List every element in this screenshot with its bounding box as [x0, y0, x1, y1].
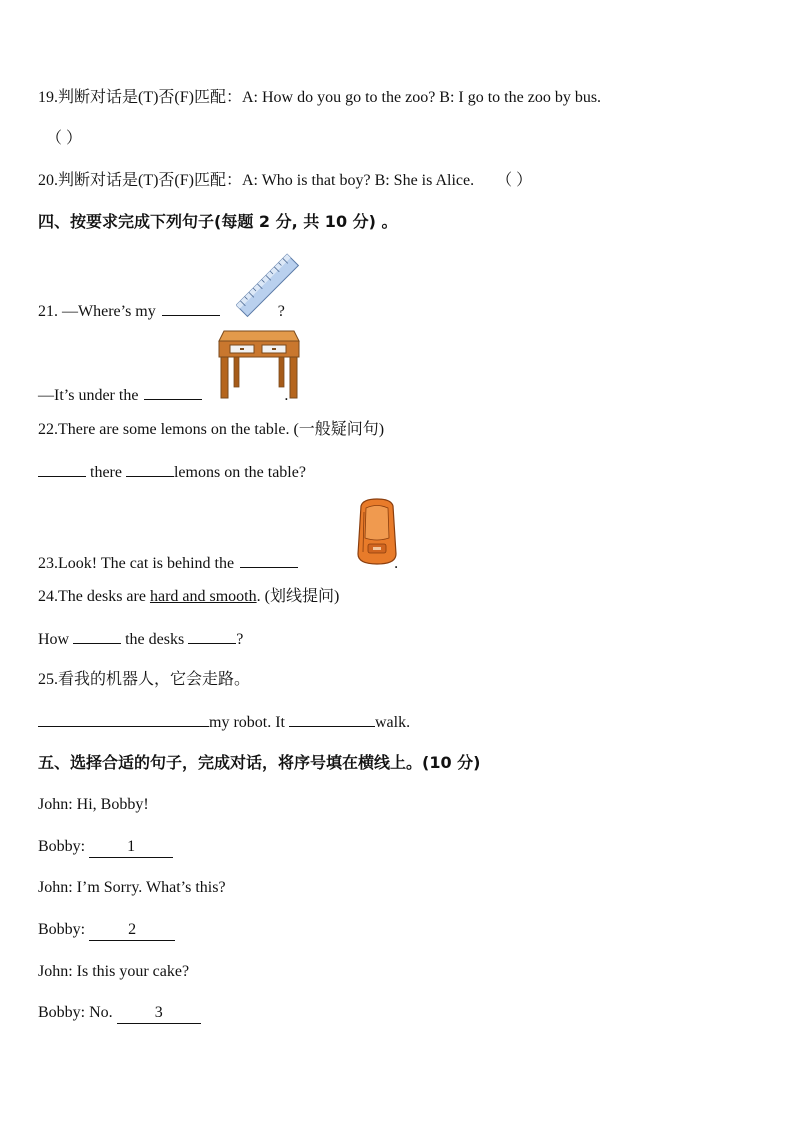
dialog-answer-blank-2[interactable]: 2	[89, 920, 175, 941]
question-19-answer-paren[interactable]: （ ）	[46, 130, 83, 147]
dialog-text: Hi, Bobby!	[76, 796, 149, 813]
question-21-question-mark: ?	[277, 303, 285, 320]
dialog-speaker: Bobby:	[38, 838, 86, 855]
question-25-answer-mid: my robot. It	[209, 714, 285, 731]
dialog-line-5	[38, 962, 189, 982]
dialog-answer-blank-3[interactable]: 3	[117, 1003, 201, 1024]
dialog-speaker: John:	[38, 879, 73, 896]
question-23-prefix: 23.Look! The cat is behind the	[38, 555, 235, 572]
question-21-line-b	[38, 385, 288, 406]
dialog-line-6	[38, 1003, 201, 1024]
question-24-answer-end: ?	[236, 631, 244, 648]
question-22-answer-word: there	[90, 464, 122, 481]
question-20-text: 20.判断对话是(T)否(F)匹配：A: Who is that boy? B: She is Alice.	[38, 172, 475, 189]
answer-blank[interactable]	[126, 462, 174, 477]
dialog-speaker: John:	[38, 796, 73, 813]
question-24-prefix: 24.The desks are	[38, 588, 150, 605]
question-22-answer-end: lemons on the table?	[173, 464, 306, 481]
answer-blank[interactable]	[162, 301, 220, 316]
question-21-line-a	[38, 301, 285, 322]
section-4-heading: 四、按要求完成下列句子(每题 2 分, 共 10 分) 。	[38, 212, 398, 231]
question-21-prefix: 21. —Where’s my	[38, 303, 156, 320]
answer-blank[interactable]	[144, 385, 202, 400]
answer-blank[interactable]	[73, 629, 121, 644]
dialog-speaker: Bobby:	[38, 1004, 86, 1021]
question-20	[38, 171, 532, 191]
dialog-line-2	[38, 837, 173, 858]
question-23	[38, 553, 398, 574]
question-24	[38, 587, 339, 607]
question-24-suffix: . (划线提问)	[256, 588, 340, 605]
question-19-text: 19.判断对话是(T)否(F)匹配：A: How do you go to the zoo? B: I go to the zoo by bus.	[38, 89, 602, 106]
question-24-underlined-phrase: hard and smooth	[149, 588, 257, 605]
question-25: 25.看我的机器人，它会走路。	[38, 671, 251, 688]
question-22: 22.There are some lemons on the table. (一般疑问句)	[38, 421, 385, 438]
answer-blank[interactable]	[188, 629, 236, 644]
answer-blank[interactable]	[38, 712, 209, 727]
answer-blank[interactable]	[38, 462, 86, 477]
dialog-prefix: No.	[89, 1004, 113, 1021]
question-24-answer-mid: the desks	[125, 631, 185, 648]
question-21-period: .	[284, 387, 289, 404]
dialog-answer-blank-1[interactable]: 1	[89, 837, 173, 858]
question-20-answer-paren[interactable]: （ ）	[496, 172, 533, 189]
section-5-heading: 五、选择合适的句子，完成对话，将序号填在横线上。(10 分)	[38, 753, 481, 772]
question-19	[38, 88, 601, 108]
dialog-line-1	[38, 795, 149, 815]
answer-blank[interactable]	[289, 712, 375, 727]
dialog-speaker: Bobby:	[38, 921, 86, 938]
dialog-text: I’m Sorry. What’s this?	[76, 879, 226, 896]
dialog-text: Is this your cake?	[76, 963, 190, 980]
question-25-answer-end: walk.	[375, 714, 411, 731]
question-24-answer-line	[38, 629, 243, 650]
answer-blank[interactable]	[240, 553, 298, 568]
question-22-answer-line	[38, 462, 306, 483]
dialog-line-3	[38, 878, 226, 898]
question-25-answer-line	[38, 712, 410, 733]
dialog-line-4	[38, 920, 175, 941]
dialog-speaker: John:	[38, 963, 73, 980]
question-21-answer-prefix: —It’s under the	[38, 387, 139, 404]
question-23-period: .	[394, 555, 399, 572]
question-24-answer-how: How	[38, 631, 70, 648]
